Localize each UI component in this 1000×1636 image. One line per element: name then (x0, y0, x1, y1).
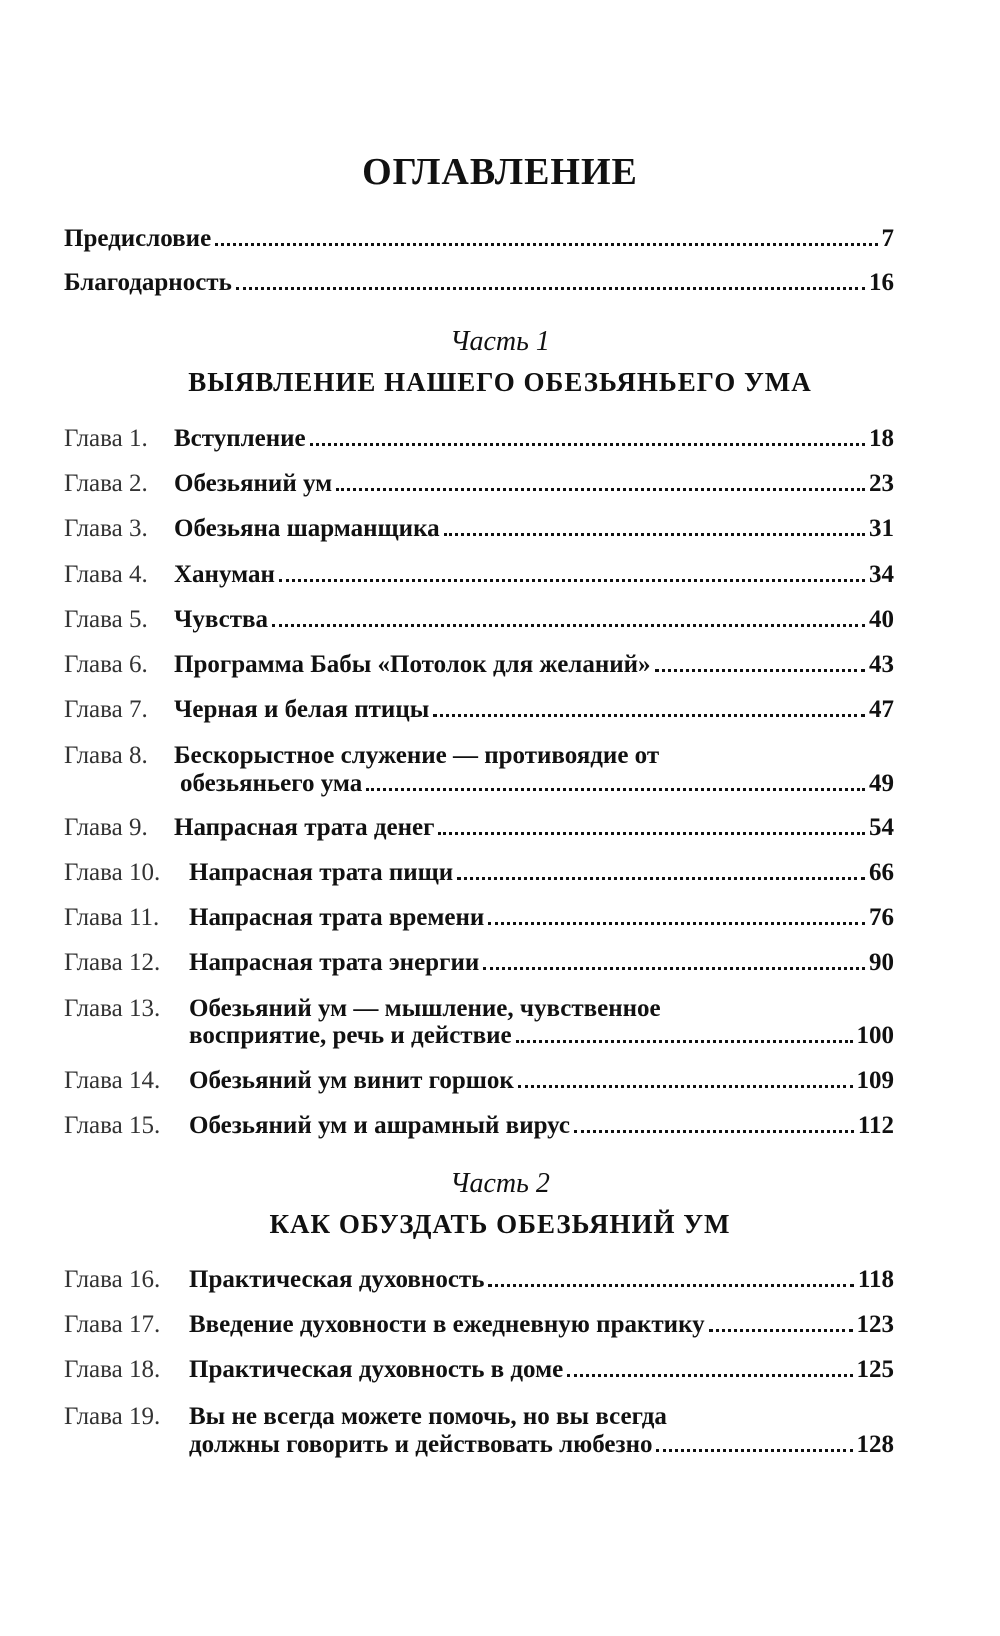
chapter-page: 43 (869, 651, 894, 678)
chapter-label: Глава 14. (64, 1067, 161, 1094)
chapter-page: 49 (869, 770, 894, 797)
toc-entry-preface[interactable] (64, 224, 894, 254)
chapter-page: 76 (869, 904, 894, 931)
dot-leader (215, 243, 877, 246)
toc-entry-chapter-13[interactable] (64, 994, 894, 1024)
chapter-title: Обезьяний ум (174, 470, 333, 497)
part-1-title: ВЫЯВЛЕНИЕ НАШЕГО ОБЕЗЬЯНЬЕГО УМА (188, 367, 812, 397)
entry-title: Благодарность (64, 269, 232, 296)
dot-leader (366, 788, 865, 791)
toc-entry-chapter-7[interactable] (64, 695, 894, 725)
toc-entry-chapter-1[interactable] (64, 424, 894, 454)
chapter-title: Вы не всегда можете помочь, но вы всегда (189, 1403, 667, 1430)
toc-entry-chapter-16[interactable] (64, 1265, 894, 1295)
toc-entry-chapter-6[interactable] (64, 650, 894, 680)
chapter-title-cont: восприятие, речь и действие (189, 1022, 512, 1049)
chapter-page: 66 (869, 859, 894, 886)
chapter-title: Черная и белая птицы (174, 696, 430, 723)
chapter-title: Вступление (174, 425, 306, 452)
chapter-title-cont: должны говорить и действовать любезно (189, 1431, 653, 1458)
dot-leader (438, 832, 865, 835)
chapter-label: Глава 7. (64, 696, 148, 723)
chapter-label: Глава 1. (64, 425, 148, 452)
toc-entry-chapter-10[interactable] (64, 858, 894, 888)
toc-entry-chapter-14[interactable] (64, 1066, 894, 1096)
dot-leader (457, 877, 865, 880)
dot-leader (483, 967, 865, 970)
chapter-title: Напрасная трата денег (174, 814, 435, 841)
toc-entry-chapter-13-cont[interactable] (189, 1021, 894, 1051)
entry-page: 16 (869, 269, 894, 296)
chapter-label: Глава 9. (64, 814, 148, 841)
dot-leader (236, 287, 865, 290)
toc-entry-chapter-12[interactable] (64, 948, 894, 978)
dot-leader (516, 1040, 853, 1043)
toc-entry-chapter-19-cont[interactable] (189, 1430, 894, 1460)
chapter-page: 23 (869, 470, 894, 497)
chapter-label: Глава 17. (64, 1311, 161, 1338)
toc-entry-chapter-3[interactable] (64, 514, 894, 544)
dot-leader (444, 533, 865, 536)
chapter-title: Введение духовности в ежедневную практику (189, 1311, 705, 1338)
chapter-page: 54 (869, 814, 894, 841)
dot-leader (433, 714, 865, 717)
chapter-page: 128 (856, 1431, 894, 1458)
dot-leader (709, 1329, 853, 1332)
dot-leader (567, 1374, 852, 1377)
chapter-title: Практическая духовность в доме (189, 1356, 564, 1383)
dot-leader (310, 443, 865, 446)
dot-leader (655, 669, 865, 672)
chapter-label: Глава 18. (64, 1356, 161, 1383)
toc-entry-chapter-8-cont[interactable] (180, 769, 894, 799)
entry-title: Предисловие (64, 225, 212, 252)
chapter-page: 34 (869, 561, 894, 588)
chapter-title: Обезьяний ум винит горшок (189, 1067, 514, 1094)
toc-entry-chapter-4[interactable] (64, 560, 894, 590)
chapter-label: Глава 11. (64, 904, 160, 931)
chapter-title: Напрасная трата времени (189, 904, 485, 931)
chapter-page: 31 (869, 515, 894, 542)
chapter-page: 100 (856, 1022, 894, 1049)
toc-entry-acknowledgements[interactable] (64, 268, 894, 298)
chapter-page: 90 (869, 949, 894, 976)
chapter-label: Глава 5. (64, 606, 148, 633)
chapter-title: Чувства (174, 606, 269, 633)
chapter-title: Бескорыстное служение — противоядие от (174, 742, 660, 769)
chapter-label: Глава 16. (64, 1266, 161, 1293)
chapter-label: Глава 3. (64, 515, 148, 542)
dot-leader (656, 1449, 852, 1452)
chapter-title: Обезьяна шарманщика (174, 515, 440, 542)
chapter-page: 125 (856, 1356, 894, 1383)
chapter-title: Обезьяний ум и ашрамный вирус (189, 1112, 570, 1139)
toc-entry-chapter-17[interactable] (64, 1310, 894, 1340)
dot-leader (272, 624, 865, 627)
dot-leader (279, 579, 865, 582)
part-2-label: Часть 2 (450, 1168, 550, 1199)
chapter-label: Глава 12. (64, 949, 161, 976)
part-2-title: КАК ОБУЗДАТЬ ОБЕЗЬЯНИЙ УМ (269, 1209, 731, 1239)
chapter-title: Практическая духовность (189, 1266, 485, 1293)
toc-entry-chapter-11[interactable] (64, 903, 894, 933)
chapter-label: Глава 8. (64, 742, 148, 769)
toc-entry-chapter-2[interactable] (64, 469, 894, 499)
chapter-page: 123 (856, 1311, 894, 1338)
chapter-label: Глава 4. (64, 561, 148, 588)
page-title: ОГЛАВЛЕНИЕ (362, 151, 638, 193)
chapter-label: Глава 15. (64, 1112, 161, 1139)
chapter-title-cont: обезьяньего ума (180, 770, 363, 797)
dot-leader (518, 1085, 853, 1088)
dot-leader (488, 1284, 853, 1287)
chapter-page: 40 (869, 606, 894, 633)
chapter-page: 47 (869, 696, 894, 723)
chapter-title: Напрасная трата энергии (189, 949, 480, 976)
dot-leader (336, 488, 865, 491)
chapter-title: Хануман (174, 561, 275, 588)
dot-leader (488, 922, 865, 925)
toc-entry-chapter-19[interactable] (64, 1402, 894, 1432)
toc-entry-chapter-8[interactable] (64, 741, 894, 771)
toc-entry-chapter-15[interactable] (64, 1111, 894, 1141)
chapter-label: Глава 10. (64, 859, 161, 886)
chapter-page: 112 (857, 1112, 894, 1139)
toc-entry-chapter-9[interactable] (64, 813, 894, 843)
part-1-label: Часть 1 (450, 326, 550, 357)
dot-leader (574, 1130, 854, 1133)
chapter-title: Напрасная трата пищи (189, 859, 454, 886)
toc-entry-chapter-18[interactable] (64, 1355, 894, 1385)
entry-page: 7 (881, 225, 894, 252)
chapter-page: 118 (857, 1266, 894, 1293)
chapter-label: Глава 2. (64, 470, 148, 497)
chapter-label: Глава 6. (64, 651, 148, 678)
chapter-title: Обезьяний ум — мышление, чувственное (189, 995, 661, 1022)
chapter-page: 109 (856, 1067, 894, 1094)
chapter-title: Программа Бабы «Потолок для желаний» (174, 651, 651, 678)
toc-entry-chapter-5[interactable] (64, 605, 894, 635)
chapter-label: Глава 13. (64, 995, 161, 1022)
chapter-label: Глава 19. (64, 1403, 161, 1430)
chapter-page: 18 (869, 425, 894, 452)
